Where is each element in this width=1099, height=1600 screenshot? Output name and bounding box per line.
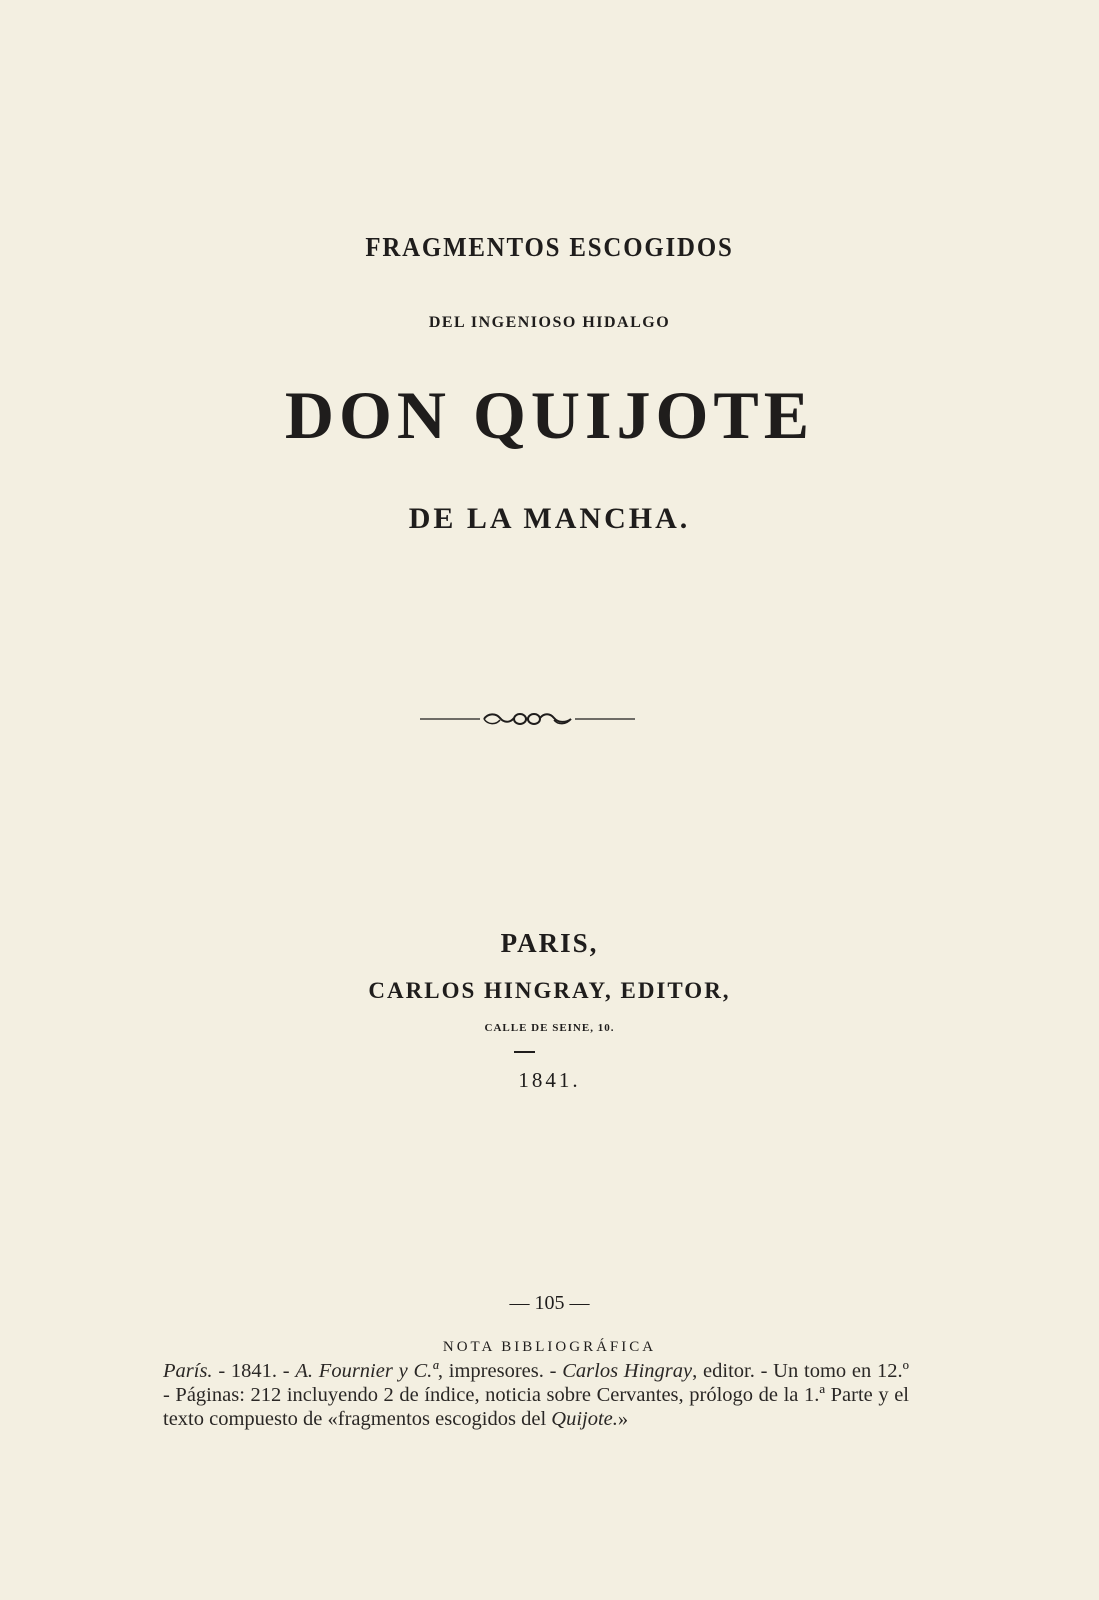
title-line-ingenioso: DEL INGENIOSO HIDALGO [428, 314, 671, 331]
note-heading: NOTA BIBLIOGRÁFICA [442, 1339, 657, 1355]
short-divider [514, 1051, 535, 1053]
imprint-publisher: CARLOS HINGRAY, EDITOR, [368, 978, 731, 1003]
title-main-don-quijote: DON QUIJOTE [284, 377, 815, 453]
note-segment: Quijote. [551, 1408, 618, 1430]
imprint-address: CALLE DE SEINE, 10. [484, 1022, 615, 1034]
note-segment: - 1841. - [212, 1360, 296, 1382]
note-segment: A. Fournier y C.ª [295, 1360, 438, 1382]
title-line-fragmentos: FRAGMENTOS ESCOGIDOS [365, 232, 734, 262]
page-number: — 105 — [509, 1292, 590, 1314]
note-segment: » [617, 1408, 629, 1430]
note-segment: , impresores. - [437, 1360, 563, 1382]
fleuron-ornament-icon [420, 706, 635, 732]
note-segment: París. [163, 1360, 213, 1382]
bibliographic-note [163, 1359, 909, 1431]
note-segment: , editor. - Un tomo en 12.º - Páginas: 212 incluyendo 2 de índice, noticia sobre Cervantes, prólogo de la 1.ª Parte y el texto compuesto de «fragmentos escogidos del [163, 1360, 909, 1430]
note-segment: Carlos Hingray [562, 1360, 693, 1382]
imprint-year: 1841. [518, 1068, 581, 1092]
title-line-mancha: DE LA MANCHA. [408, 502, 691, 535]
imprint-city: PARIS, [500, 928, 599, 958]
